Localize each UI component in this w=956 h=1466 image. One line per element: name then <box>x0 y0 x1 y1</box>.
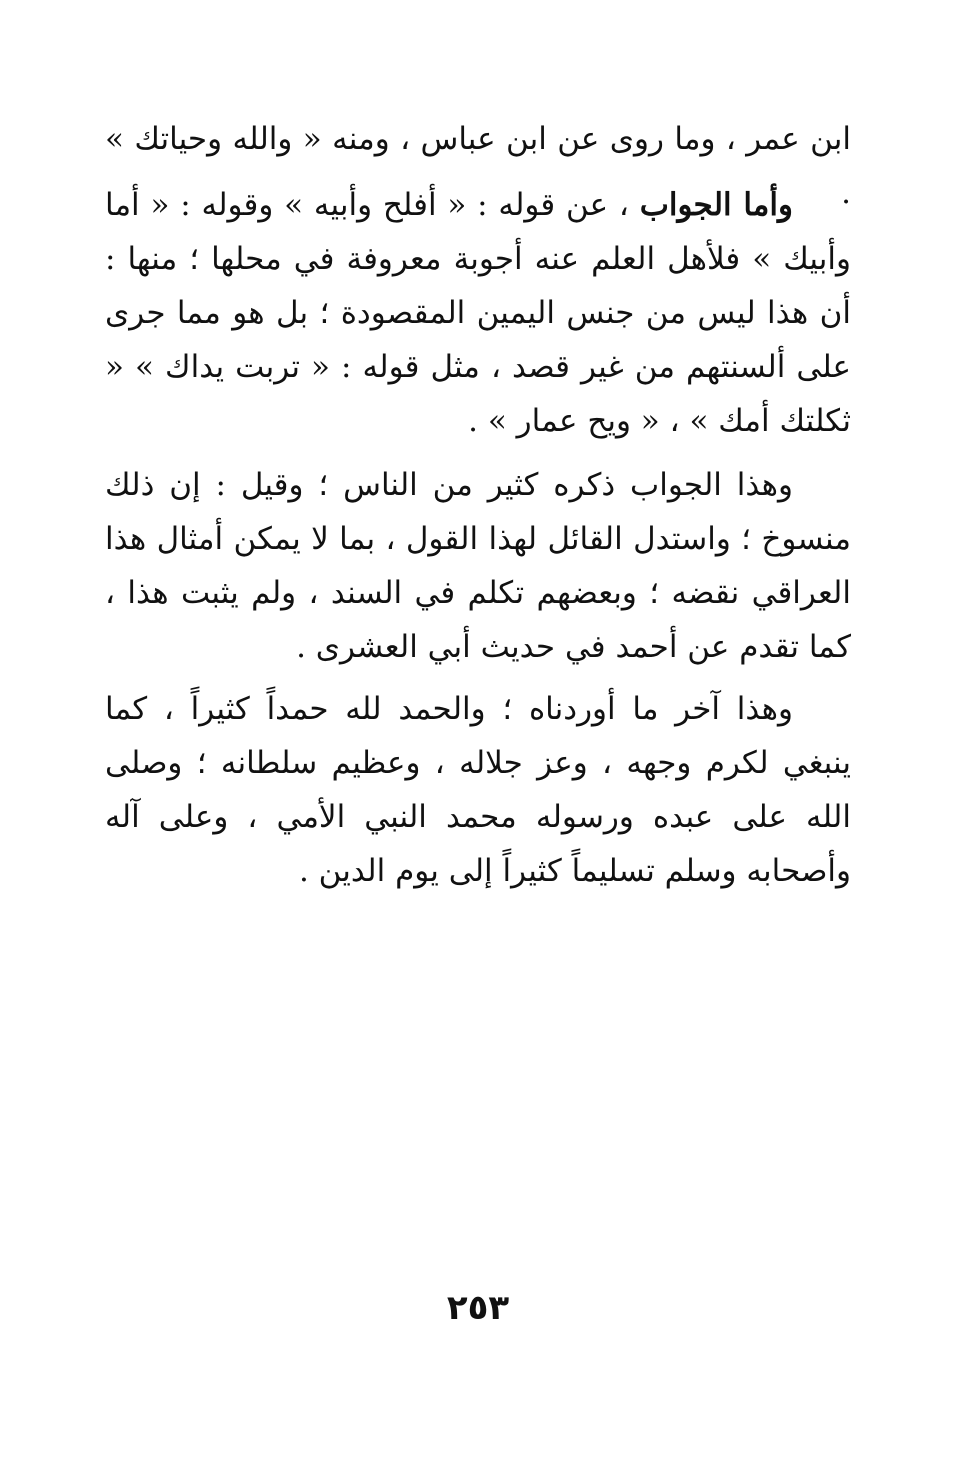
paragraph-4-text: وهذا آخر ما أوردناه ؛ والحمد لله حمداً كثيراً ، كما ينبغي لكرم وجهه ، وعز جلاله ، وعظيم سلطانه ؛ وصلى الله على عبده ورسوله محمد النبي الأمي ، وعلى آله وأصحابه وسلم تسليماً كثيراً إلى يوم الدين . <box>105 691 851 889</box>
page-number: ٢٥٣ <box>446 1288 510 1328</box>
paragraph-2-lead: وأما الجواب <box>639 187 793 223</box>
paragraph-4 <box>105 682 851 898</box>
paragraph-1-text: ابن عمر ، وما روى عن ابن عباس ، ومنه « والله وحياتك » . <box>105 121 851 211</box>
paragraph-3 <box>105 458 851 674</box>
paragraph-2 <box>105 178 851 448</box>
paragraph-3-text: وهذا الجواب ذكره كثير من الناس ؛ وقيل : إن ذلك منسوخ ؛ واستدل القائل لهذا القول ، بما لا يمكن أمثال هذا العراقي نقضه ؛ وبعضهم تكلم في السند ، ولم يثبت هذا ، كما تقدم عن أحمد في حديث أبي العشرى . <box>105 467 851 665</box>
paragraph-2-text: ، عن قوله : « أفلح وأبيه » وقوله : « أما وأبيك » فلأهل العلم عنه أجوبة معروفة في محلها ؛ منها : أن هذا ليس من جنس اليمين المقصودة ؛ بل هو مما جرى على ألسنتهم من غير قصد ، مثل قوله : « تربت يداك » « ثكلتك أمك » ، « ويح عمار » . <box>105 187 851 439</box>
